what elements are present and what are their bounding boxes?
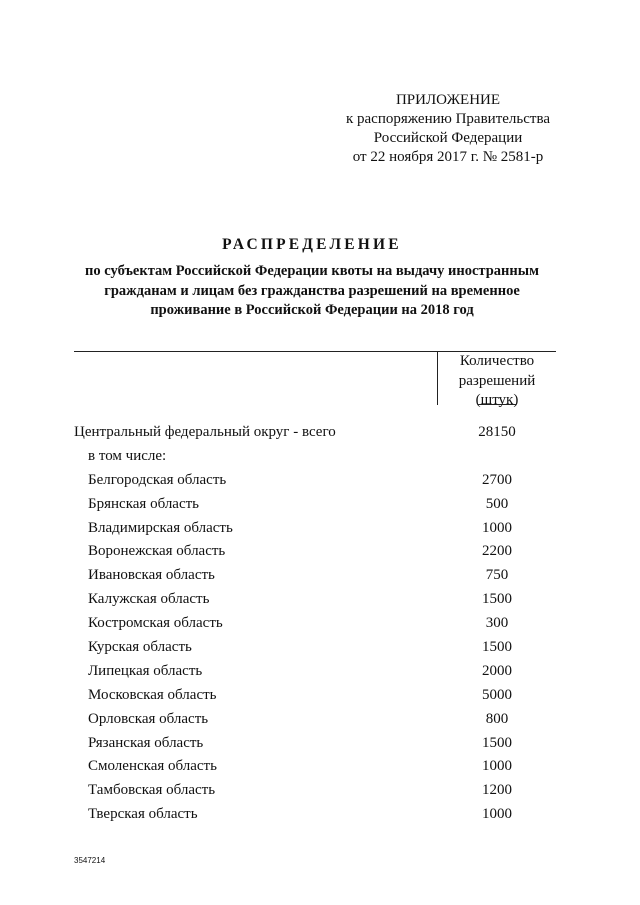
table-row	[0, 758, 640, 782]
region-name: Липецкая область	[88, 662, 203, 679]
region-name: Ивановская область	[88, 567, 215, 584]
table-row	[0, 448, 640, 472]
permit-count: 1500	[482, 734, 512, 751]
permit-count: 1500	[482, 639, 512, 656]
permit-count: 1000	[482, 806, 512, 823]
region-name: Смоленская область	[88, 758, 217, 775]
table-row	[0, 735, 640, 759]
table-row	[0, 591, 640, 615]
appendix-government: Российской Федерации	[373, 130, 523, 146]
column-header-line: разрешений	[458, 372, 536, 389]
permit-count: 1200	[482, 782, 512, 799]
document-code: 3547214	[74, 856, 106, 865]
subtitle-line: гражданам и лицам без гражданства разрешений на временное	[104, 282, 520, 299]
table-row	[0, 806, 640, 830]
permit-count: 1500	[482, 591, 512, 608]
permit-count: 2000	[482, 662, 512, 679]
region-name: Брянская область	[88, 495, 200, 512]
column-header-line: Количество	[459, 353, 535, 369]
permit-count: 1000	[482, 758, 512, 775]
column-header-quantity	[438, 352, 556, 411]
appendix-block	[330, 91, 566, 167]
permit-count: 2200	[482, 543, 512, 560]
column-header-line: (штук)	[475, 392, 519, 408]
subtitle-line: по субъектам Российской Федерации квоты на выдачу иностранным	[85, 263, 539, 279]
appendix-date-number: от 22 ноября 2017 г. № 2581-р	[352, 149, 544, 165]
region-name: в том числе:	[88, 447, 167, 464]
region-name: Курская область	[88, 639, 192, 656]
appendix-label: ПРИЛОЖЕНИЕ	[395, 92, 501, 108]
table-row	[0, 543, 640, 567]
region-name: Московская область	[88, 686, 217, 703]
region-name: Костромская область	[88, 615, 223, 632]
region-name: Рязанская область	[88, 734, 204, 751]
appendix-ref: к распоряжению Правительства	[345, 111, 550, 127]
table-row	[0, 424, 640, 448]
region-name: Тверская область	[88, 806, 198, 823]
table-row	[0, 472, 640, 496]
table-row	[0, 520, 640, 544]
table-row	[0, 782, 640, 806]
permit-count: 1000	[482, 519, 512, 536]
permit-count: 2700	[482, 471, 512, 488]
table-row	[0, 687, 640, 711]
quota-table-body	[0, 424, 640, 830]
permit-count: 28150	[478, 424, 516, 440]
region-name: Тамбовская область	[88, 782, 216, 799]
permit-count: 750	[485, 567, 509, 584]
permit-count: 5000	[482, 686, 512, 703]
column-header-underline	[478, 404, 516, 405]
region-name: Центральный федеральный округ - всего	[74, 424, 336, 440]
region-name: Орловская область	[88, 710, 209, 727]
table-row	[0, 639, 640, 663]
region-name: Владимирская область	[88, 519, 233, 536]
permit-count: 300	[485, 615, 509, 632]
table-row	[0, 711, 640, 735]
table-row	[0, 615, 640, 639]
document-subtitle	[62, 262, 562, 321]
subtitle-line: проживание в Российской Федерации на 2018 год	[150, 302, 474, 318]
region-name: Белгородская область	[88, 471, 227, 488]
table-row	[0, 663, 640, 687]
document-title: РАСПРЕДЕЛЕНИЕ	[222, 236, 402, 253]
region-name: Калужская область	[88, 591, 210, 608]
permit-count: 500	[485, 495, 509, 512]
permit-count: 800	[485, 710, 509, 727]
region-name: Воронежская область	[88, 543, 226, 560]
table-row	[0, 496, 640, 520]
table-row	[0, 567, 640, 591]
